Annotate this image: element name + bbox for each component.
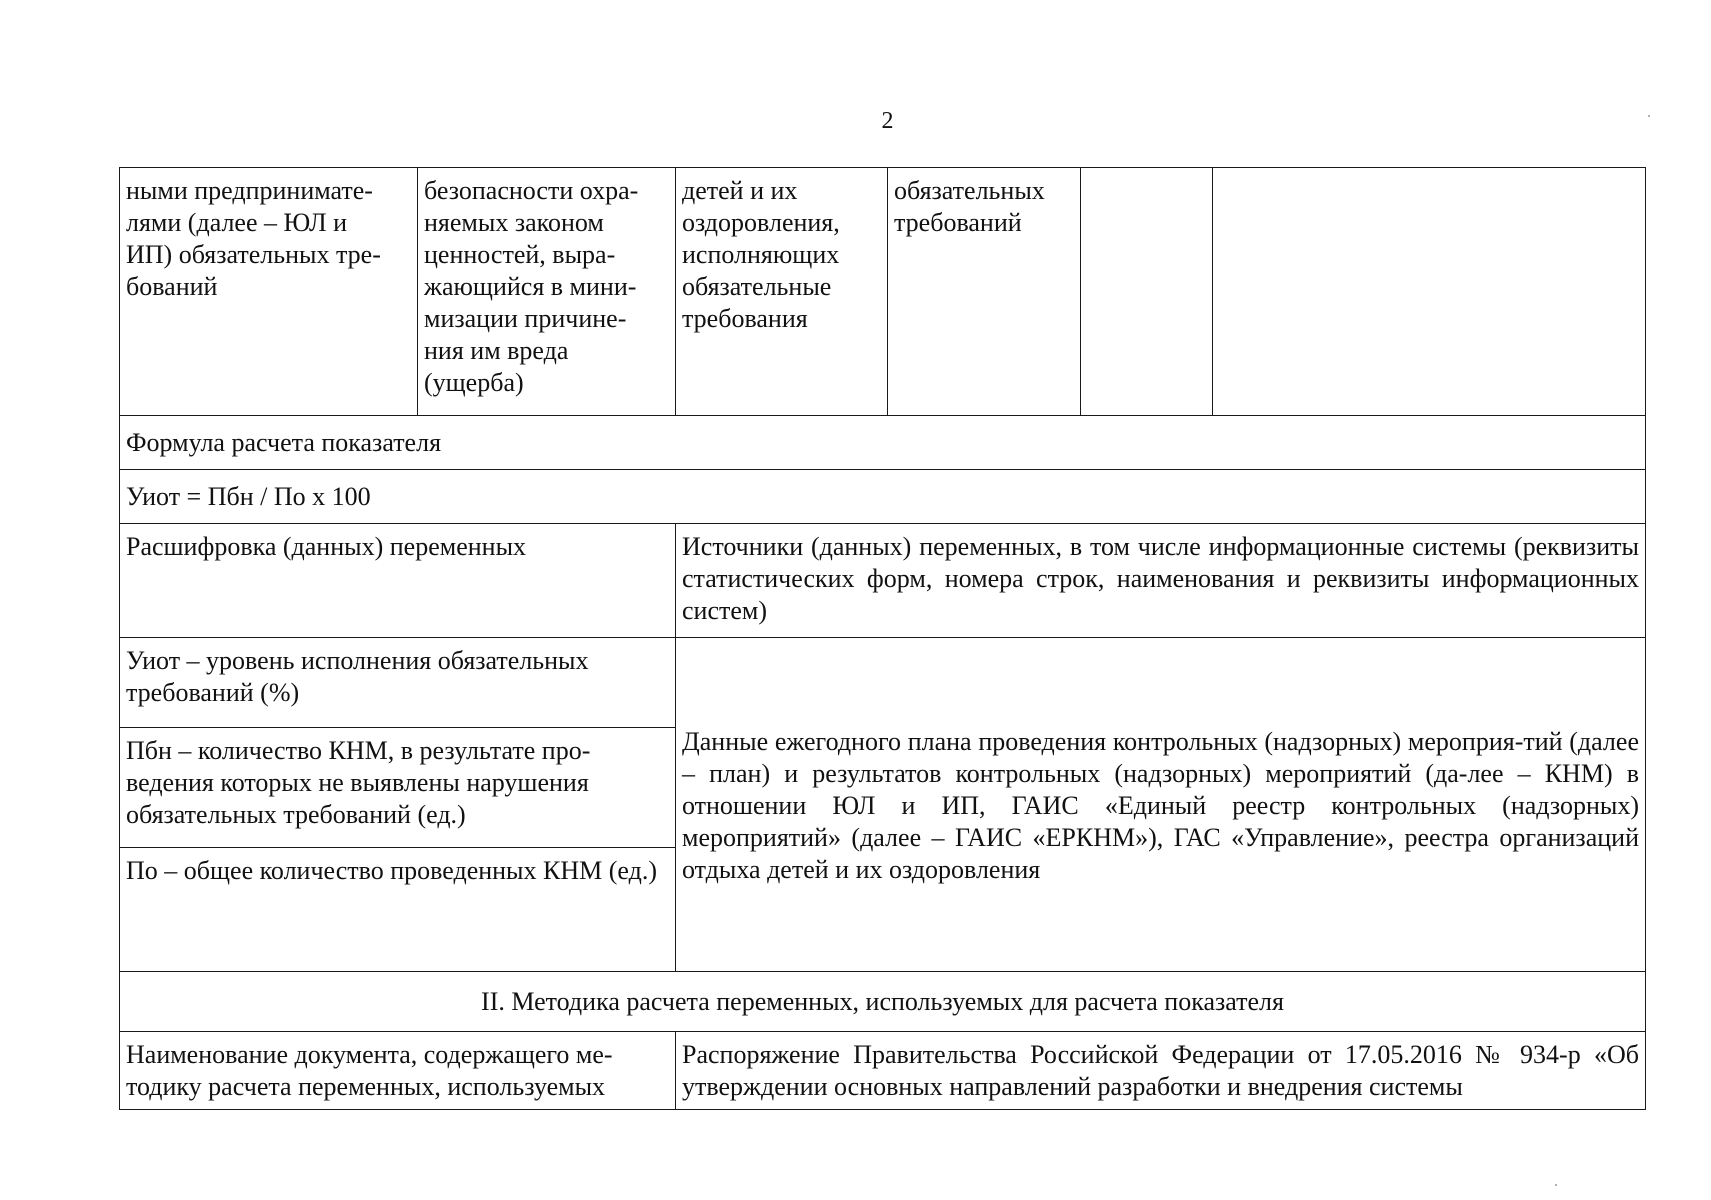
scan-speck: [1648, 115, 1650, 117]
formula-row: [120, 470, 1646, 524]
section-title: II. Методика расчета переменных, используемых для расчета показателя: [120, 972, 1646, 1032]
variable-row-1: [120, 638, 1646, 728]
document-value: Распоряжение Правительства Российской Федерации от 17.05.2016 № 934-р «Об утверждении основных направлений разработки и внедрения системы: [676, 1032, 1646, 1110]
indicator-table: [119, 167, 1645, 1110]
document-label: Наименование документа, содержащего ме- тодику расчета переменных, используемых: [120, 1032, 676, 1110]
page-number: 2: [881, 108, 894, 134]
section-row: [120, 972, 1646, 1032]
cell-continuation-4: обязательных требований: [888, 168, 1081, 416]
variable-po: По – общее количество проведенных КНМ (ед.): [120, 848, 676, 972]
sources-header: Источники (данных) переменных, в том числе информационные системы (реквизиты статистических форм, номера строк, наименования и реквизиты информационных систем): [676, 524, 1646, 638]
formula: Уиот = Пбн / По х 100: [120, 470, 1646, 524]
cell-continuation-3: детей и их оздоровления, исполняющих обязательные требования: [676, 168, 888, 416]
variables-header-row: [120, 524, 1646, 638]
indicator-grid: [119, 167, 1646, 1110]
sources-text: Данные ежегодного плана проведения контрольных (надзорных) мероприя-тий (далее – план) и результатов контрольных (надзорных) мероприятий (да-лее – КНМ) в отношении ЮЛ и ИП, ГАИС «Единый реестр контрольных (надзорных) мероприятий» (далее – ГАИС «ЕРКНМ»), ГАС «Управление», реестра организаций отдыха детей и их оздоровления: [676, 638, 1646, 972]
cell-continuation-1: ными предпринимате- лями (далее – ЮЛ и ИП) обязательных тре- бований: [120, 168, 418, 416]
cell-continuation-5: [1081, 168, 1213, 416]
scan-speck: [1555, 1184, 1557, 1186]
variable-uiot: Уиот – уровень исполнения обязательных требований (%): [120, 638, 676, 728]
formula-label: Формула расчета показателя: [120, 416, 1646, 470]
document-row: [120, 1032, 1646, 1110]
variables-header: Расшифровка (данных) переменных: [120, 524, 676, 638]
continuation-row: [120, 168, 1646, 416]
formula-label-row: [120, 416, 1646, 470]
cell-continuation-6: [1213, 168, 1646, 416]
variable-pbn: Пбн – количество КНМ, в результате про- ведения которых не выявлены нарушения обязательных требований (ед.): [120, 728, 676, 848]
cell-continuation-2: безопасности охра- няемых законом ценностей, выра- жающийся в мини- мизации причине- ния им вреда (ущерба): [418, 168, 676, 416]
